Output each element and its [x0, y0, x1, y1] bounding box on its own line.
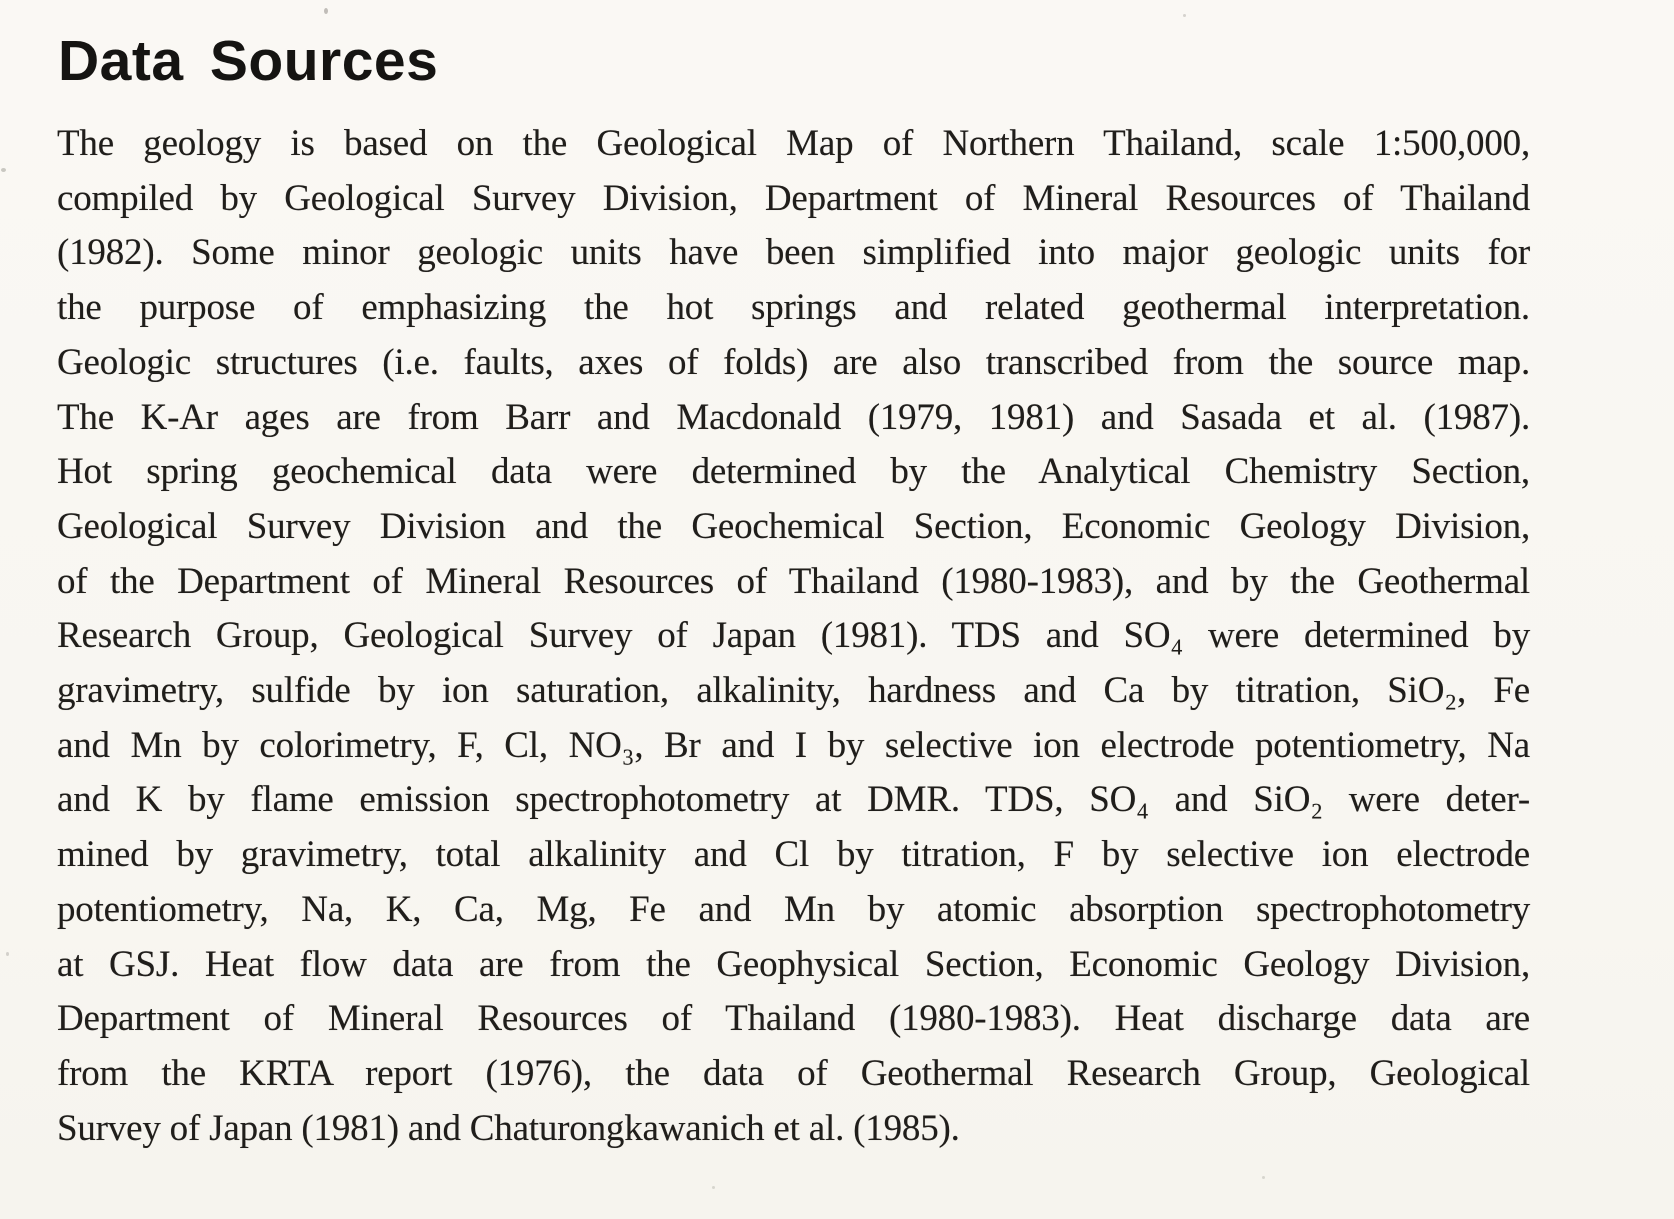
scan-speck — [1, 168, 6, 172]
text-line: Research Group, Geological Survey of Japan (1981). TDS and SO₄ were determined by — [57, 615, 1530, 657]
text-line: mined by gravimetry, total alkalinity and Cl by titration, F by selective ion electrode — [57, 834, 1530, 876]
text-line: compiled by Geological Survey Division, Department of Mineral Resources of Thailand — [57, 177, 1530, 219]
text-line: from the KRTA report (1976), the data of Geothermal Research Group, Geological — [57, 1052, 1530, 1094]
text-line: Survey of Japan (1981) and Chaturongkawanich et al. (1985). — [57, 1107, 960, 1149]
text-line: gravimetry, sulfide by ion saturation, alkalinity, hardness and Ca by titration, SiO₂, Fe — [57, 670, 1530, 712]
text-line: potentiometry, Na, K, Ca, Mg, Fe and Mn by atomic absorption spectrophotometry — [57, 888, 1530, 930]
text-line: and K by flame emission spectrophotometry at DMR. TDS, SO₄ and SiO₂ were deter- — [57, 779, 1530, 821]
text-line: the purpose of emphasizing the hot springs and related geothermal interpretation. — [57, 287, 1530, 329]
scan-speck — [1262, 1176, 1265, 1179]
scan-speck — [324, 8, 328, 14]
text-line: Geological Survey Division and the Geochemical Section, Economic Geology Division, — [57, 505, 1530, 547]
text-line: at GSJ. Heat flow data are from the Geophysical Section, Economic Geology Division, — [57, 943, 1530, 985]
text-line: Hot spring geochemical data were determined by the Analytical Chemistry Section, — [57, 451, 1530, 493]
text-line: and Mn by colorimetry, F, Cl, NO₃, Br and I by selective ion electrode potentiometry, Na — [57, 724, 1530, 766]
text-line: The K-Ar ages are from Barr and Macdonald (1979, 1981) and Sasada et al. (1987). — [57, 396, 1530, 438]
scan-speck — [6, 952, 9, 956]
scan-speck — [1183, 14, 1186, 17]
text-line: Geologic structures (i.e. faults, axes of folds) are also transcribed from the source map. — [57, 341, 1530, 383]
text-line: of the Department of Mineral Resources of Thailand (1980-1983), and by the Geothermal — [57, 560, 1530, 602]
text-line: The geology is based on the Geological Map of Northern Thailand, scale 1:500,000, — [57, 123, 1530, 164]
text-line: (1982). Some minor geologic units have been simplified into major geologic units for — [57, 232, 1530, 274]
body-paragraph — [57, 117, 1530, 1156]
text-line: Department of Mineral Resources of Thailand (1980-1983). Heat discharge data are — [57, 998, 1530, 1040]
section-heading: Data Sources — [58, 29, 439, 93]
scan-speck — [712, 1186, 715, 1189]
